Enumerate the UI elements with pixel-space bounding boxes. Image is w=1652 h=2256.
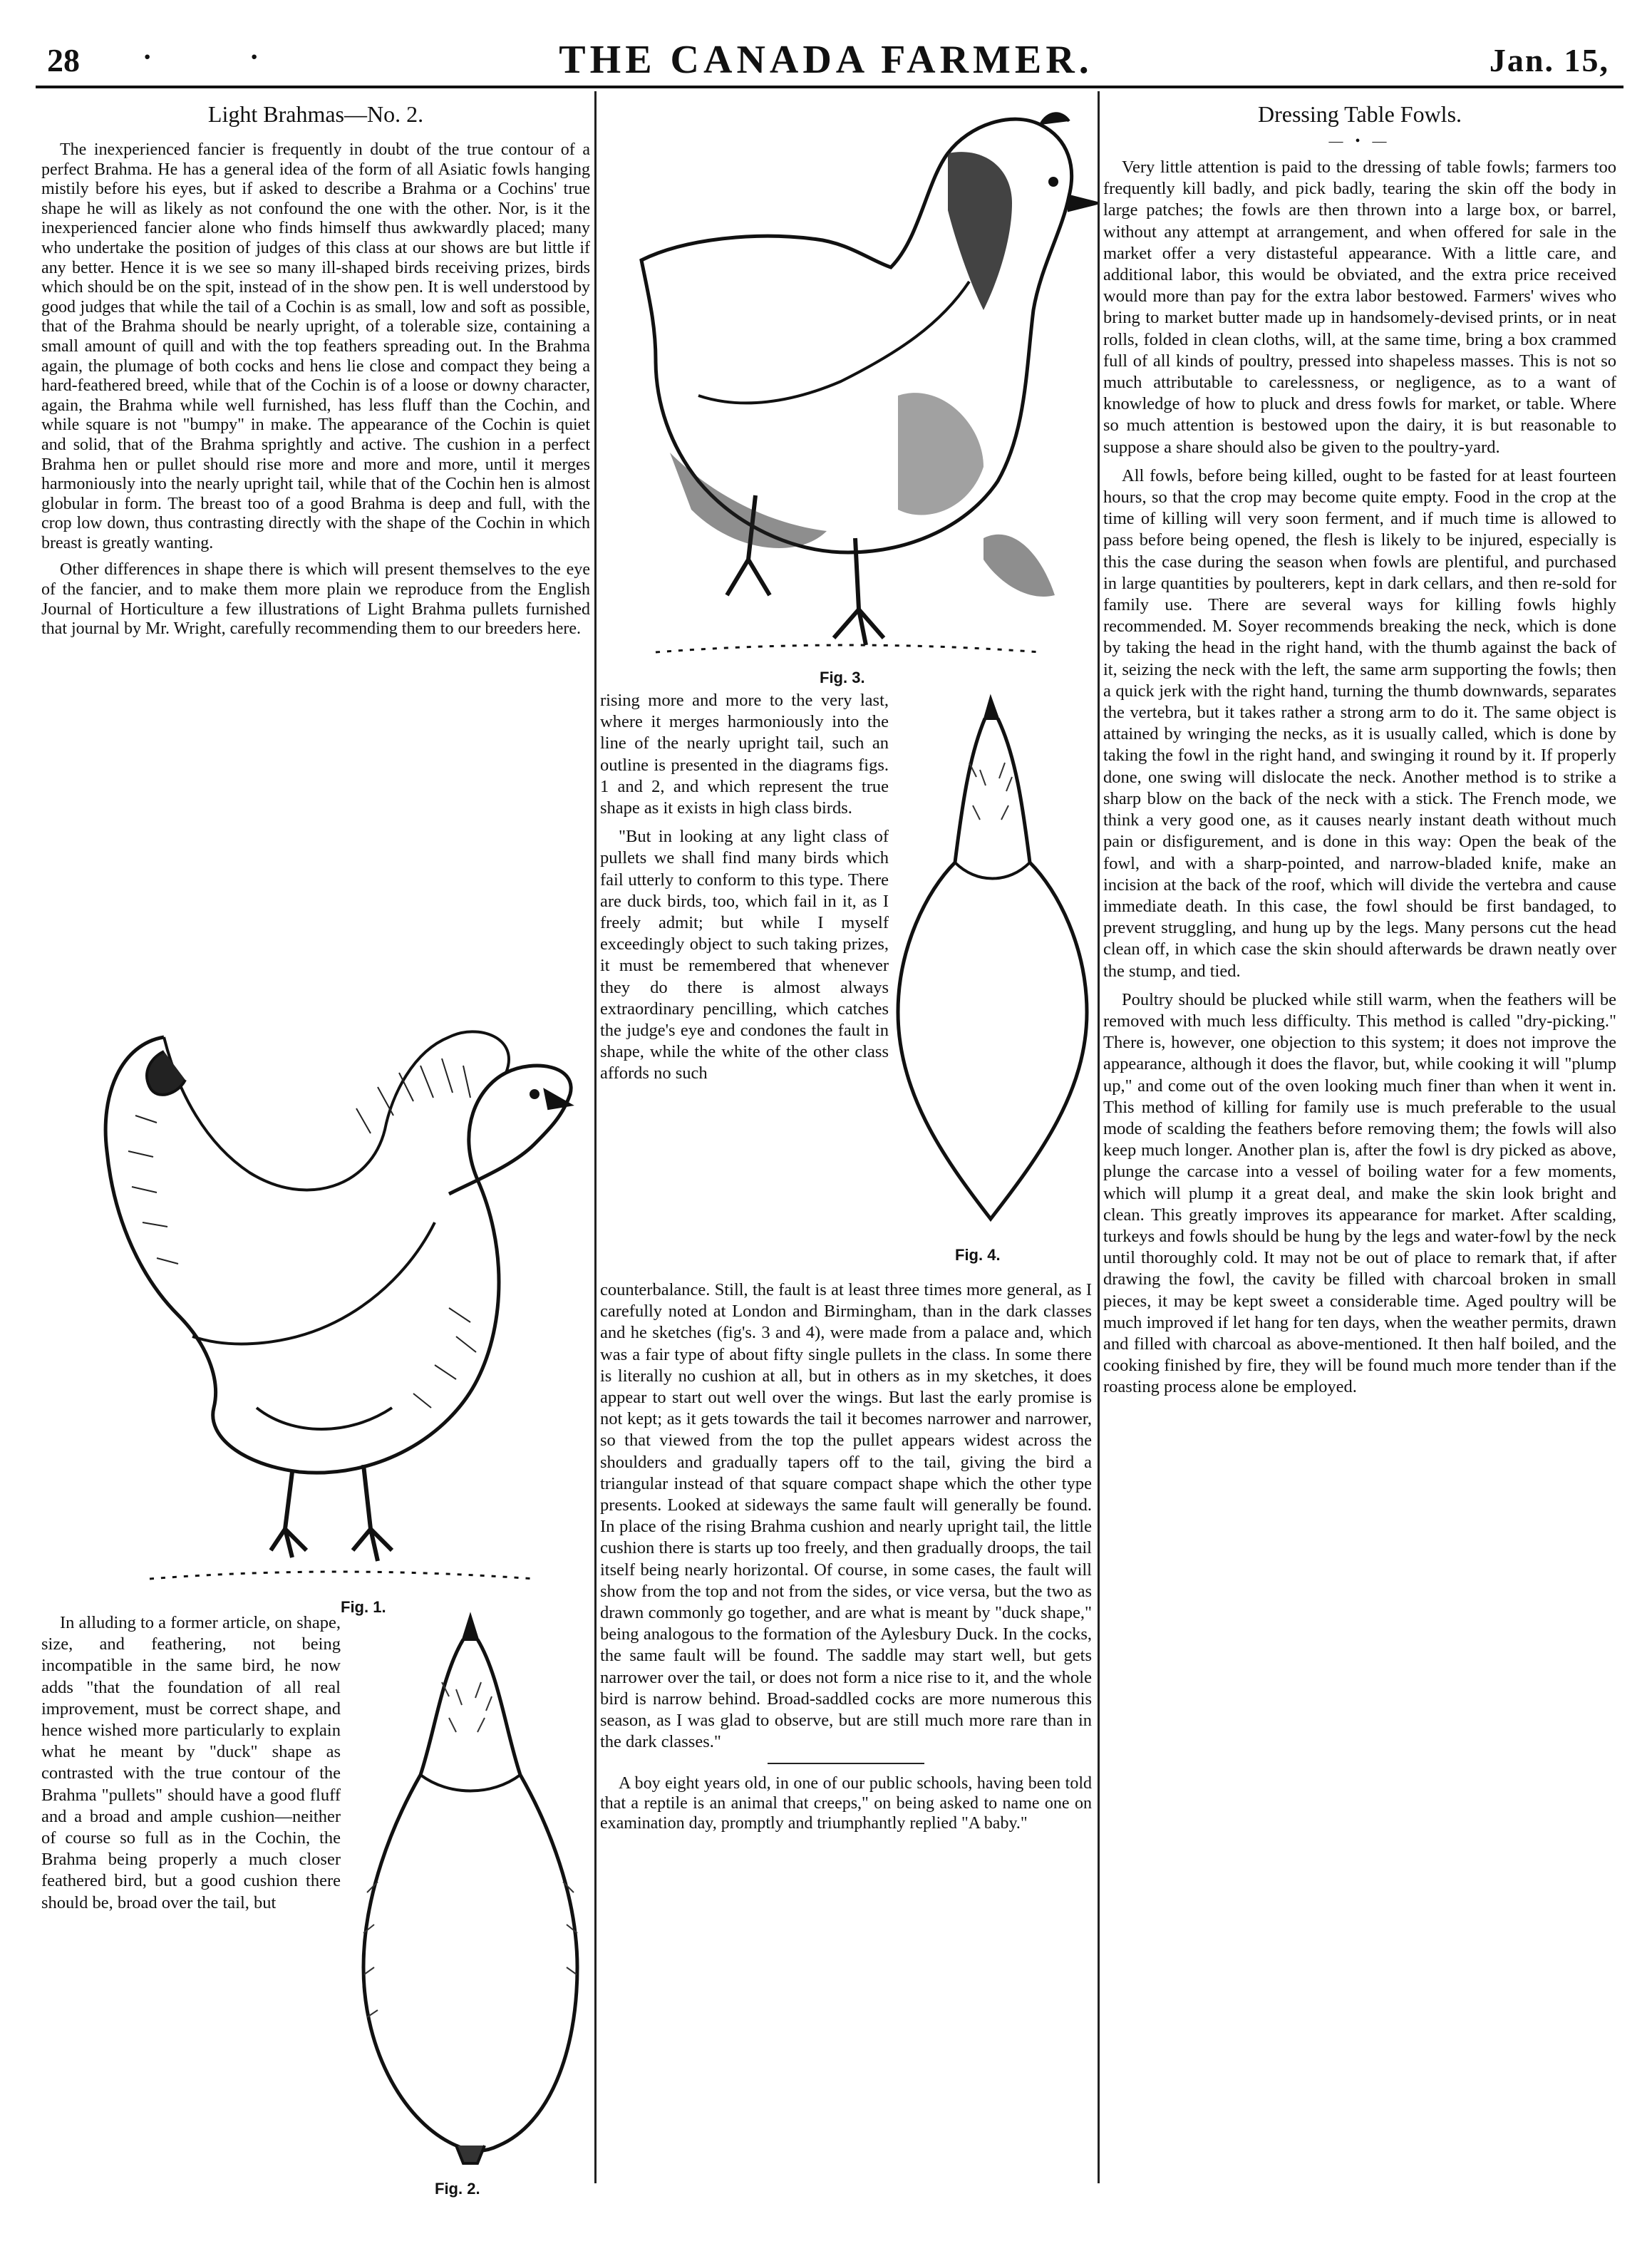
- page-number: 28: [47, 42, 80, 78]
- column-1-lower: [41, 1612, 341, 1921]
- article-paragraph: The inexperienced fancier is frequently in doubt of the true contour of a perfect Brahma. He has a general idea of the form of all Asiatic fowls hanging mistily before his eyes, but if asked to describe a Brahma or a Cochins' true shape he will as likely as not confound the one with the other. Nor, is it the inexperienced fancier alone who finds himself thus awkwardly placed; many who undertake the position of judges of this class at our shows are but little if any better. Hence it is we see so many ill-shaped birds receiving prizes, birds which should be on the spit, instead of in the show pen. It is well understood by good judges that while the tail of a Cochin is as small, low and soft as possible, that of the Brahma should be nearly upright, of a tolerable size, containing a small amount of quill and with the top feathers spreading out. In the Brahma again, the plumage of both cocks and hens lie close and compact they being a hard-feathered breed, while that of the Cochin is of a loose or downy character, again, the Brahma while well furnished, has less fluff than the Cochin, and while square is not "bumpy" in make. The appearance of the Cochin is quiet and solid, that of the Brahma sprightly and active. The cushion in a perfect Brahma hen or pullet should rise more and more and more, until it merges harmoniously into the nearly upright tail, while that of the Cochin hen is almost globular in form. The breast too of a good Brahma is deep and full, with the crop low down, thus contrasting directly with the shape of the Cochin in which breast is greatly wanting.: [41, 140, 590, 552]
- masthead: [36, 37, 1616, 87]
- column-rule: [594, 91, 597, 2183]
- column-rule: [1098, 91, 1100, 2183]
- fig3-hen-illustration: [613, 96, 1098, 666]
- article-paragraph: In alluding to a former article, on shape, size, and feathering, not being incompatible in the same bird, he now adds "that the foundation of all real improvement, must be correct shape, and hence wished more particularly to explain what he meant by "duck" shape as contrasted with the true contour of the Brahma "pullets" should have a good fluff and a broad and ample cushion—neither of course so full as in the Cochin, the Brahma being properly a much closer feathered bird, but a good cushion there should be, broad over the tail, but: [41, 1613, 341, 1912]
- fig1-hen-illustration: [78, 1009, 592, 1593]
- article-paragraph: All fowls, before being killed, ought to be fasted for at least fourteen hours, so that the crop may become quite empty. Food in the crop at the time of killing will very soon ferment, and if much time is allowed to pass before being opened, the flesh is likely to be injured, especially is this the case during the season when fowls are plentiful, and purchased in large quantities by poulterers, kept in dark cellars, and then re-sold for family use. There are several ways for killing fowls highly recommended. M. Soyer recommends breaking the neck, which is done by taking the head in the right hand, with the thumb against the back of it, seizing the neck with the left, the same arm supporting the fowls; then a quick jerk with the right hand, turning the thumb downwards, separates the vertebra, but it takes rather a strong arm to do it. The same object is attained by wringing the necks, as it is usually called, which is done by taking the fowl in the right hand, and swinging it round by it. If properly done, one swing will dislocate the neck. Another method is to strike a sharp blow on the back of the neck with a stick. The French mode, we think a very good one, as it causes nearly instant death without much pain or disfigurement, and is done in this way: Open the beak of the fowl, and with a sharp-pointed, and narrow-bladed knife, make an incision at the back of the roof, which will divide the vertebra and cause immediate death. In this case, the fowl should be first bandaged, to prevent struggling, and hung up by the legs. Many persons cut the head clean off, in which case the skin should afterwards be drawn neatly over the stump, and tied.: [1103, 465, 1616, 981]
- anecdote: A boy eight years old, in one of our public schools, having been told that a reptile is an animal that creeps," on being asked to name one on examination day, promptly and triumphantly replied "A baby.": [600, 1774, 1092, 1833]
- column-2-narrow: [600, 690, 889, 1092]
- article-paragraph: Poultry should be plucked while still warm, when the feathers will be removed with much less difficulty. This method is called "dry-picking." There is, however, one objection to this system; it does not improve the appearance, although it does the flavor, but, while cooking it will "plump up," and come out of the oven looking much finer than when it went in. This method of killing for family use is much preferable to the usual mode of scalding the feathers before removing them; the fowls will also keep much longer. Another plan is, after the fowl is dry picked as above, plunge the carcase into a vessel of boiling water for a few moments, which will plump it a great deal, and make the skin look bright and clean. This greatly improves its appearance for market. After scalding, turkeys and fowls should be hung by the legs and water-fowl by the neck until thoroughly cold. It may not be out of place to remark that, if after drawing the fowl, the cavity be filled with charcoal broken in small pieces, it may be kept sweet a considerable time. Aged poultry will be much improved if let hang for ten days, when the weather permits, drawn and filled with charcoal as above-mentioned. It then half boiled, and the cooking finished by fire, they will be found much more tender than if the roasting process alone be employed.: [1103, 989, 1616, 1397]
- paper-title: THE CANADA FARMER.: [559, 38, 1093, 82]
- article-paragraph: Very little attention is paid to the dressing of table fowls; farmers too frequently kill badly, and pick badly, tearing the skin off the body in large patches; the fowls are then thrown into a large box, or barrel, without any attempt at arrangement, and when offered for sale in the market offer a very distasteful appearance. With a little care, and additional labor, this would be obviated, and the extra price received would more than pay for the extra labor bestowed. Farmers' wives who bring to market butter made up in handsomely-devised prints, or in neat rolls, folded in clean cloths, will, at the same time, bring a box crammed full of all kinds of poultry, pressed into shapeless masses. This is not so much attributable to carelessness, or negligence, as to a want of knowledge of how to pluck and dress fowls for market, or table. Where so much attention is bestowed upon the dairy, it is but reasonable to suppose a share should also be given to the poultry-yard.: [1103, 158, 1616, 457]
- article-paragraph: counterbalance. Still, the fault is at least three times more general, as I carefully noted at London and Birmingham, than in the dark classes and he sketches (fig's. 3 and 4), were made from a palace and, which was a fair type of about fifty single pullets in the class. In some there is literally no cushion at all, but in others as in my sketches, it does appear to start out well over the wings. But last the early promise is not kept; as it gets towards the tail it becomes narrower and narrower, so that viewed from the top the pullet appears widest across the shoulders and gradually tapers off to the tail, giving the bird a triangular instead of that square compact shape which the other type presents. Looked at sideways the same fault will generally be found. In place of the rising Brahma cushion and nearly upright tail, the little cushion there is starts up too freely, and then gradually droops, the tail itself being nearly horizontal. Of course, in some cases, the fault will show from the top and not from the sides, or vice versa, but the two as drawn commonly go together, and are what is meant by "duck shape," being analogous to the formation of the Aylesbury Duck. In the cocks, the same fault will be found. The saddle may start well, but gets narrower over the tail, or does not form a nice rise to it, and the whole bird is narrow behind. Broad-saddled cocks are more numerous this season, as I was glad to observe, but are still much more rare than in the dark classes.": [600, 1280, 1092, 1752]
- fig2-caption: Fig. 2.: [435, 2180, 480, 2198]
- fig4-caption: Fig. 4.: [955, 1246, 1001, 1264]
- heading-ornament: — • —: [1328, 133, 1391, 149]
- article-heading: Dressing Table Fowls.: [1257, 101, 1462, 127]
- masthead-dot: ·: [249, 41, 259, 73]
- fig1-caption: Fig. 1.: [341, 1598, 386, 1616]
- issue-date: Jan. 15,: [1489, 42, 1609, 78]
- fig3-caption: Fig. 3.: [820, 669, 865, 686]
- masthead-rule: [36, 86, 1623, 88]
- fig4-top-view-illustration: [891, 691, 1098, 1233]
- column-3: [1103, 91, 1616, 1406]
- article-paragraph: rising more and more to the very last, where it merges harmoniously into the line of the nearly upright tail, such an outline is presented in the diagrams figs. 1 and 2, and which represent the true shape as it exists in high class birds.: [600, 691, 889, 818]
- article-heading: Light Brahmas—No. 2.: [207, 101, 424, 127]
- section-divider: [768, 1763, 924, 1764]
- fig2-top-view-illustration: [349, 1611, 592, 2167]
- article-paragraph: Other differences in shape there is which will present themselves to the eye of the fancier, and to make them more plain we reproduce from the English Journal of Horticulture a few illustrations of Light Brahma pullets furnished that journal by Mr. Wright, carefully recommending them to our breeders here.: [41, 560, 590, 639]
- article-paragraph: "But in looking at any light class of pullets we shall find many birds which fail utterly to conform to this type. There are duck birds, too, which fail in it, as I freely admit; but while I myself exceedingly object to such taking prizes, it must be remembered that whenever they do there is almost always extraordinary pencilling, which catches the judge's eye and condones the fault in shape, while the white of the other class affords no such: [600, 827, 889, 1083]
- column-1: [41, 91, 590, 647]
- column-2-lower: [600, 1279, 1092, 1840]
- masthead-dot: ·: [143, 41, 153, 73]
